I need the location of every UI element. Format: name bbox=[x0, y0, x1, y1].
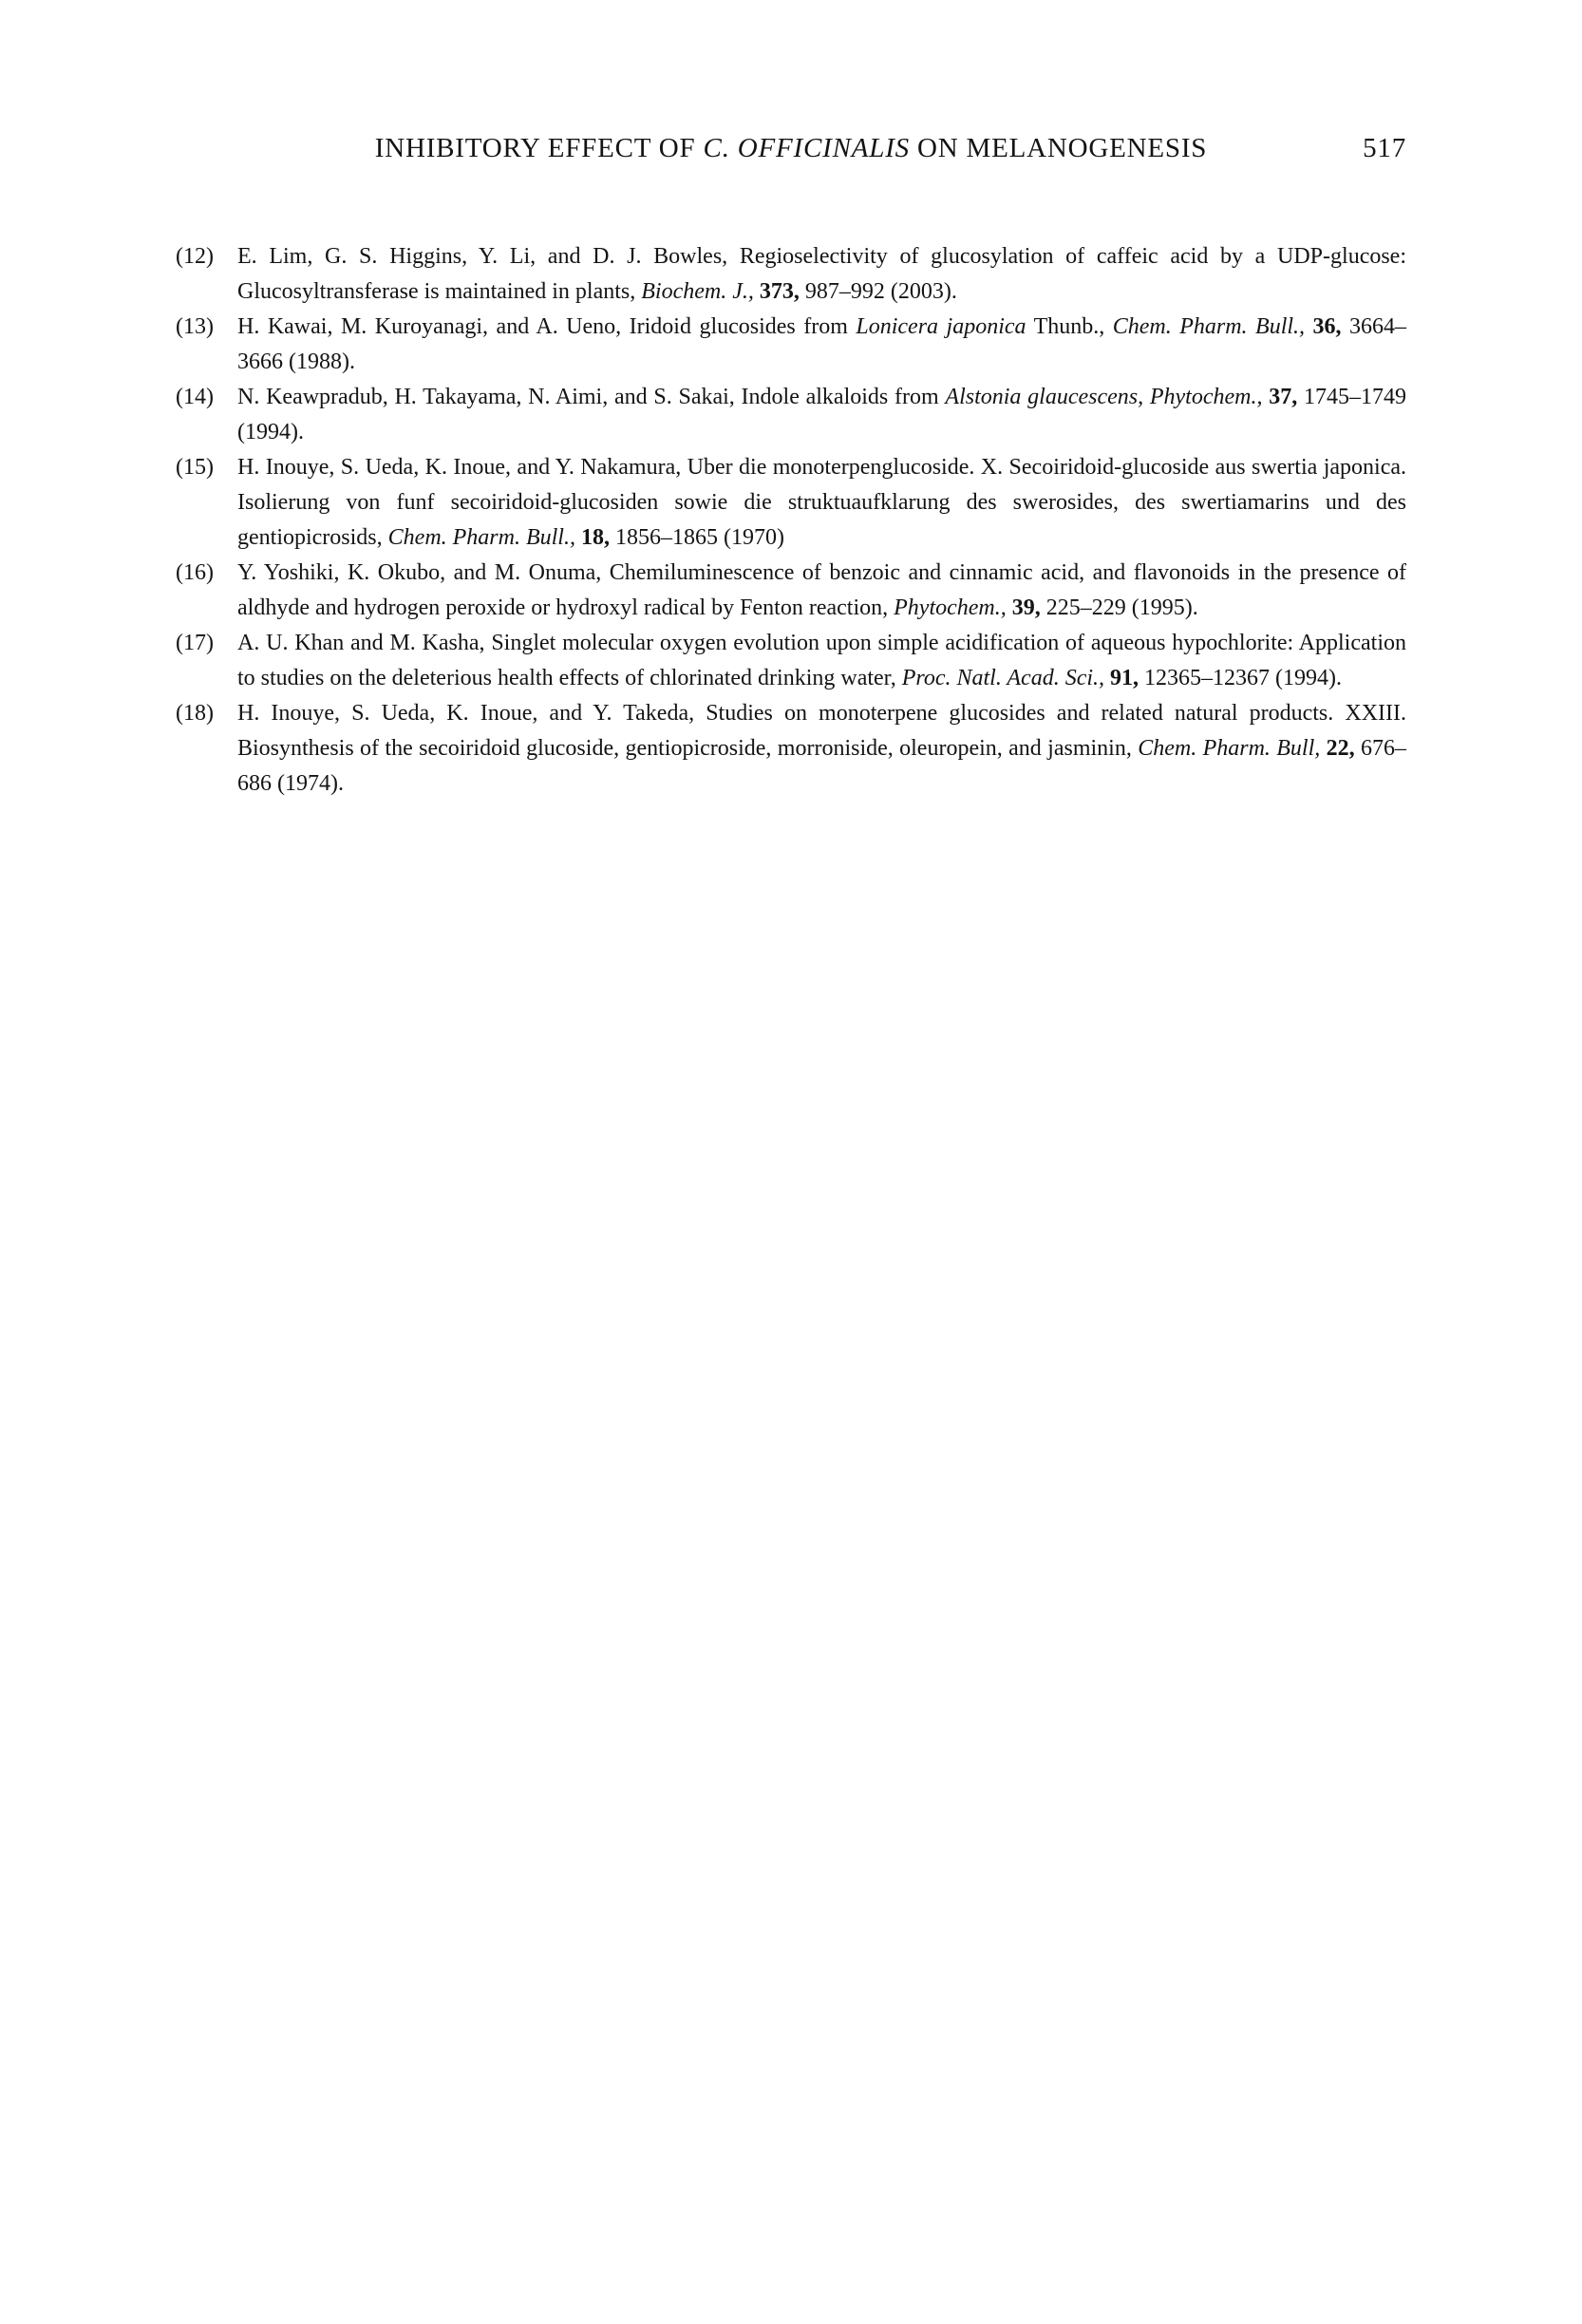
reference-label: (13) bbox=[176, 314, 214, 339]
text-segment: 22, bbox=[1326, 736, 1355, 761]
page-content bbox=[176, 133, 1406, 802]
text-segment: Y. Yoshiki, K. Okubo, and M. Onuma, Chemiluminescence of benzoic and cinnamic acid, and flavonoids in the presence of aldhyde and hydrogen peroxide or hydroxyl radical by Fenton reaction, bbox=[237, 560, 1406, 620]
text-segment: 225–229 (1995). bbox=[1040, 595, 1198, 620]
page-number: 517 bbox=[1363, 133, 1406, 163]
text-segment: 373, bbox=[759, 279, 800, 304]
reference-label: (17) bbox=[176, 631, 214, 655]
text-segment: Lonicera japonica bbox=[856, 314, 1026, 339]
text-segment: 91, bbox=[1110, 666, 1139, 690]
reference-item bbox=[176, 450, 1406, 556]
reference-item bbox=[176, 696, 1406, 802]
text-segment: Proc. Natl. Acad. Sci., bbox=[901, 666, 1105, 690]
text-segment: 12365–12367 (1994). bbox=[1139, 666, 1343, 690]
text-segment: C. OFFICINALIS bbox=[703, 133, 910, 163]
reference-label: (18) bbox=[176, 701, 214, 726]
text-segment: Alstonia glaucescens, Phytochem., bbox=[945, 385, 1263, 409]
text-segment: Phytochem., bbox=[894, 595, 1007, 620]
text-segment: A. U. Khan and M. Kasha, Singlet molecular oxygen evolution upon simple acidification of aqueous hypochlorite: Application to studies on the deleterious health effects of chlorinated drinking water, bbox=[237, 631, 1406, 690]
page-title bbox=[176, 133, 1406, 164]
reference-label: (16) bbox=[176, 560, 214, 585]
text-segment: Chem. Pharm. Bull., bbox=[387, 525, 575, 550]
reference-item bbox=[176, 626, 1406, 696]
reference-item bbox=[176, 310, 1406, 380]
text-segment: Chem. Pharm. Bull, bbox=[1138, 736, 1321, 761]
running-head bbox=[176, 133, 1406, 169]
text-segment: H. Inouye, S. Ueda, K. Inoue, and Y. Takeda, Studies on monoterpene glucosides and related natural products. XXIII. Biosynthesis of the secoiridoid glucoside, gentiopicroside, morroniside, oleuropein, and jasminin, bbox=[237, 701, 1406, 761]
text-segment: H. Inouye, S. Ueda, K. Inoue, and Y. Nakamura, Uber die monoterpenglucoside. X. Secoiridoid-glucoside aus swertia japonica. Isolierung von funf secoiridoid-glucosiden sowie die struktuaufklarung des swerosides, des swertiamarins und des gentiopicrosids, bbox=[237, 455, 1406, 550]
reference-label: (15) bbox=[176, 455, 214, 480]
text-segment: H. Kawai, M. Kuroyanagi, and A. Ueno, Iridoid glucosides from bbox=[237, 314, 857, 339]
text-segment bbox=[1305, 314, 1312, 339]
text-segment: 1745–1749 (1994). bbox=[237, 385, 1407, 444]
references-list bbox=[176, 239, 1406, 802]
text-segment: ON MELANOGENESIS bbox=[909, 133, 1208, 163]
reference-item bbox=[176, 556, 1406, 626]
text-segment: 1856–1865 (1970) bbox=[609, 525, 784, 550]
reference-item bbox=[176, 380, 1406, 450]
text-segment: 3664–3666 (1988). bbox=[237, 314, 1406, 374]
text-segment: 18, bbox=[580, 525, 610, 550]
text-segment: N. Keawpradub, H. Takayama, N. Aimi, and S. Sakai, Indole alkaloids from bbox=[237, 385, 946, 409]
reference-item bbox=[176, 239, 1406, 310]
text-segment: INHIBITORY EFFECT OF bbox=[374, 133, 704, 163]
text-segment: 39, bbox=[1011, 595, 1041, 620]
text-segment: 36, bbox=[1312, 314, 1342, 339]
reference-label: (12) bbox=[176, 244, 214, 269]
text-segment: 37, bbox=[1269, 385, 1298, 409]
text-segment: 987–992 (2003). bbox=[799, 279, 957, 304]
text-segment: 676–686 (1974). bbox=[237, 736, 1407, 796]
reference-label: (14) bbox=[176, 385, 214, 409]
text-segment: E. Lim, G. S. Higgins, Y. Li, and D. J. Bowles, Regioselectivity of glucosylation of caffeic acid by a UDP-glucose: Glucosyltransferase is maintained in plants, bbox=[237, 244, 1406, 304]
text-segment: Thunb., bbox=[1026, 314, 1113, 339]
text-segment: Chem. Pharm. Bull., bbox=[1112, 314, 1306, 339]
text-segment: Biochem. J., bbox=[641, 279, 754, 304]
